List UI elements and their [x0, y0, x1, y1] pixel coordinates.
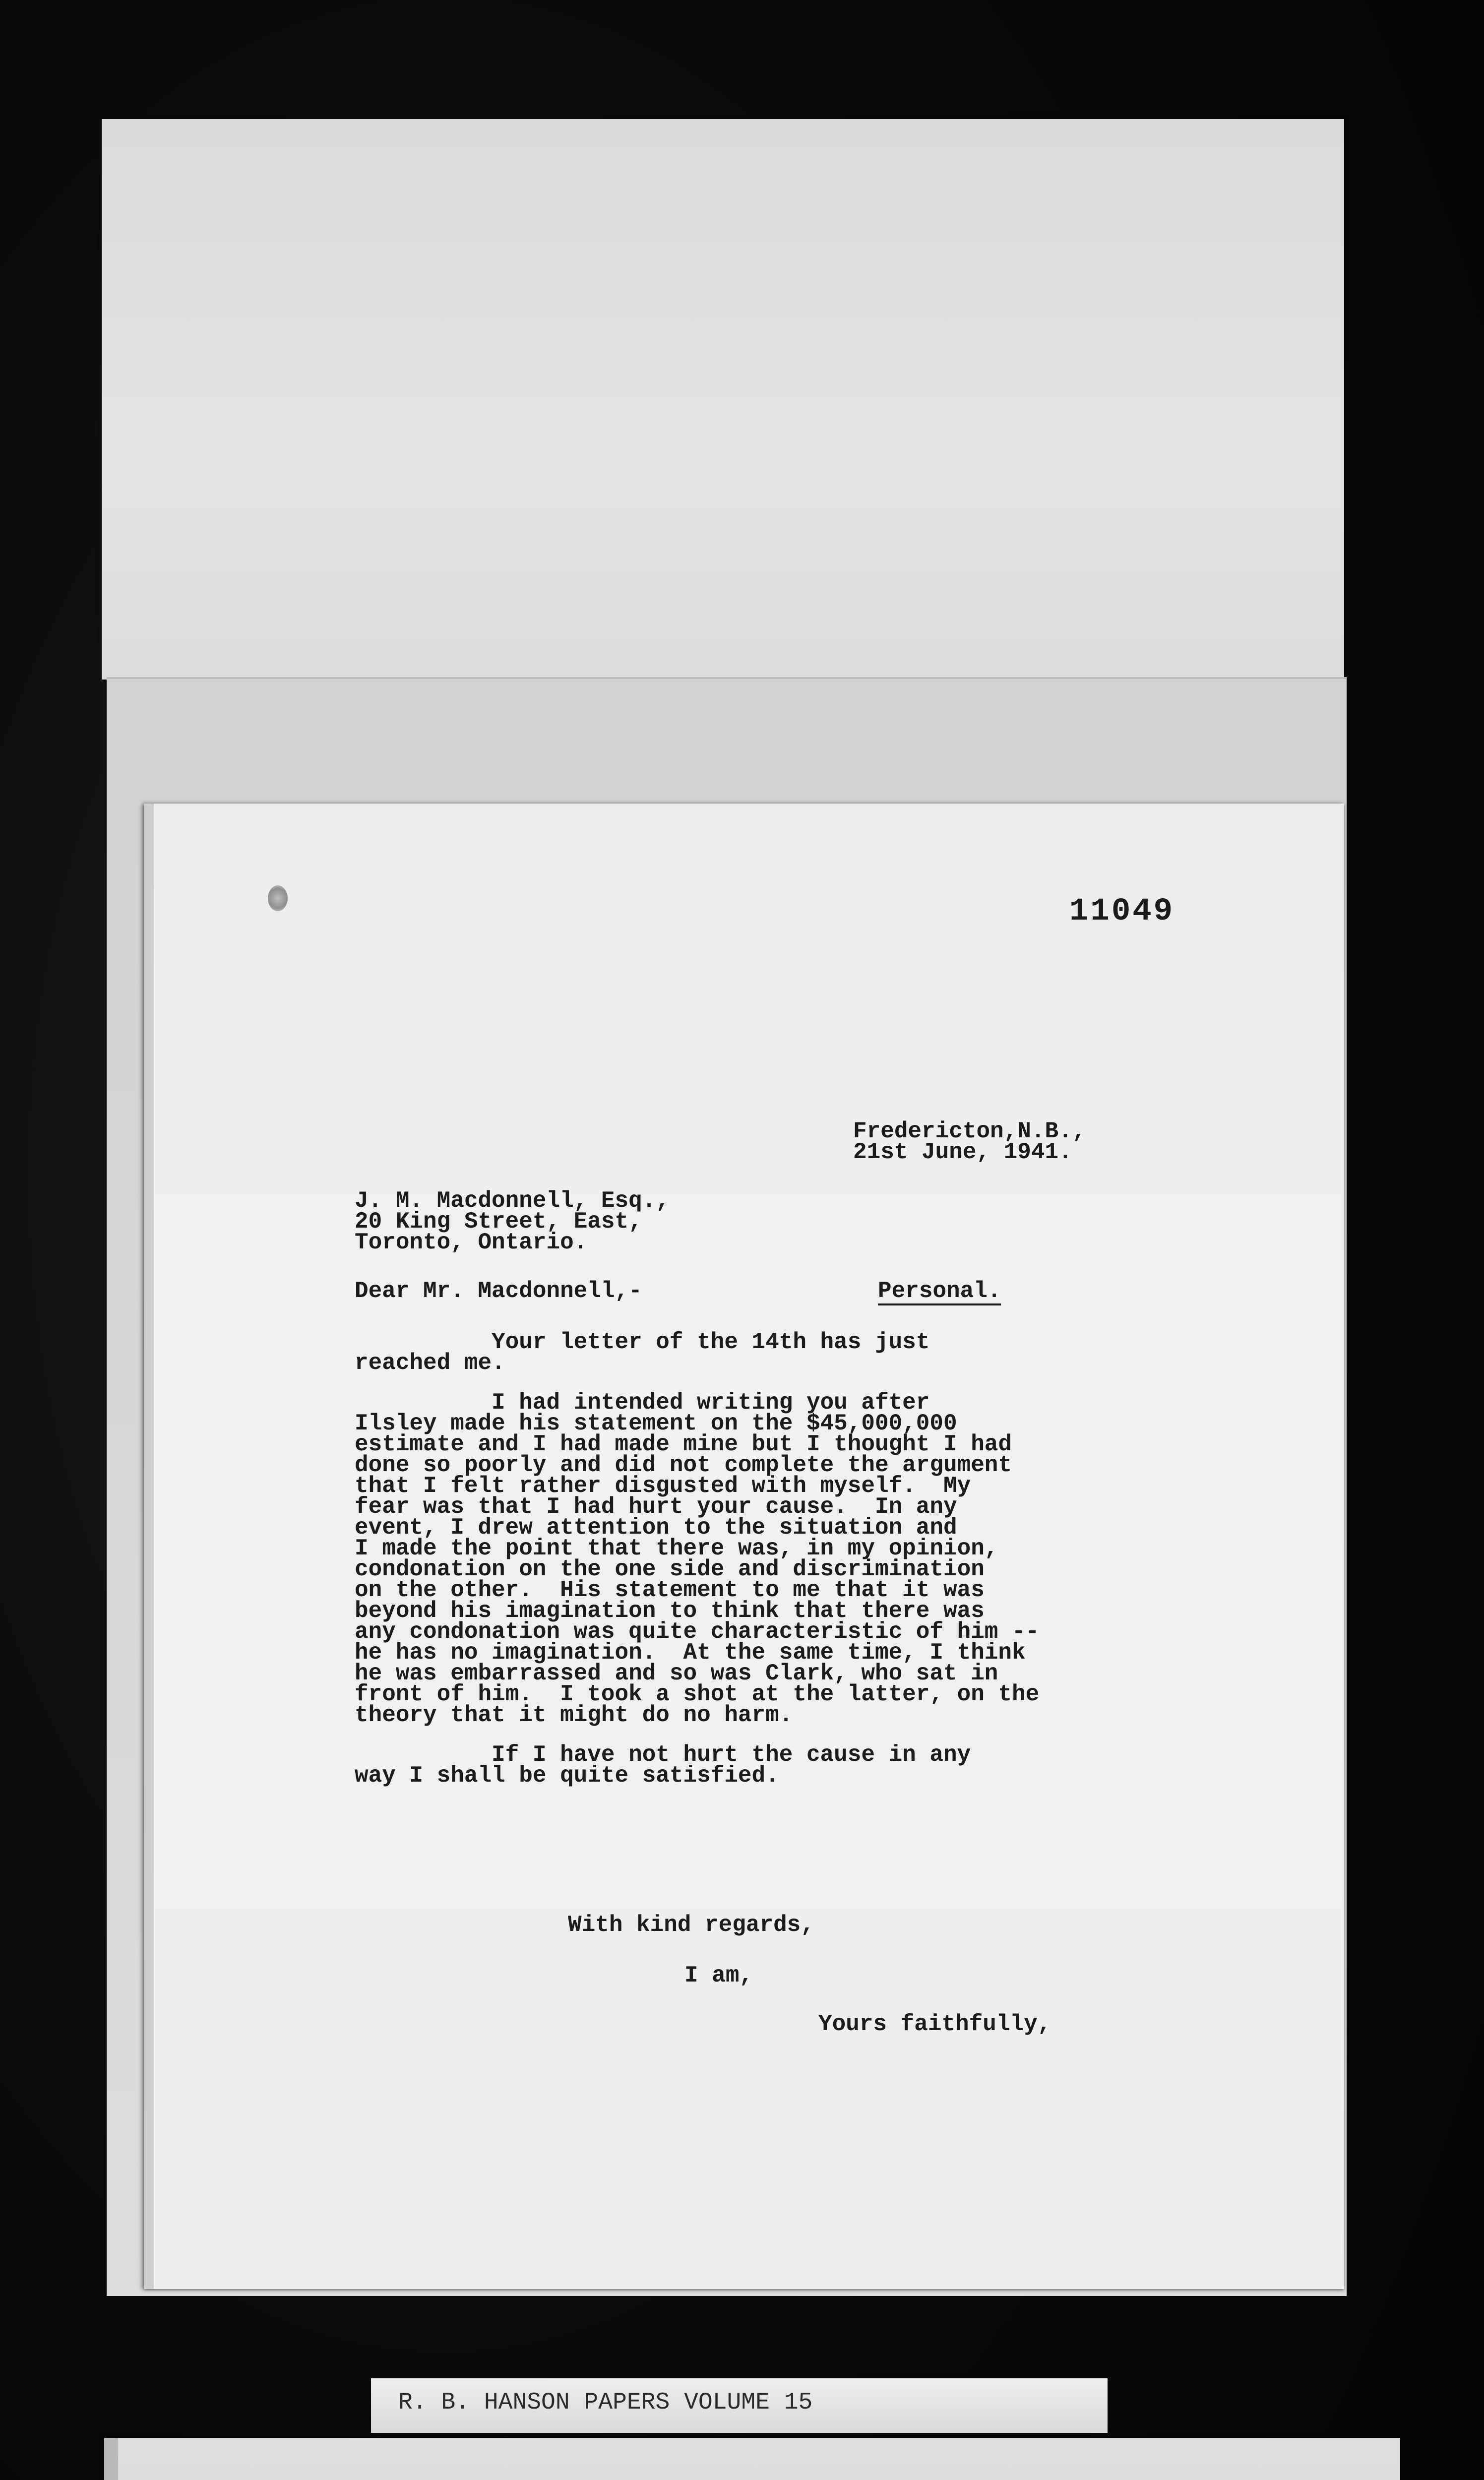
file-number: 11049: [1069, 894, 1175, 930]
paragraph: [355, 1742, 1039, 1789]
body-line: front of him. I took a shot at the latter, on the: [355, 1681, 1040, 1707]
archives-card: [104, 2438, 1400, 2480]
address-line: J. M. Macdonnell, Esq.,: [355, 1188, 670, 1214]
volume-label-strip: [371, 2378, 1108, 2433]
closing-regards: With kind regards,: [568, 1912, 814, 1938]
address-line: 20 King Street, East,: [355, 1209, 642, 1235]
body-line: beyond his imagination to think that there was: [355, 1598, 985, 1624]
letter-body: [355, 1329, 1040, 1805]
body-line: done so poorly and did not complete the argument: [355, 1452, 1012, 1478]
address-line: Toronto, Ontario.: [355, 1230, 588, 1255]
back-sheet: [102, 119, 1344, 680]
body-line: any condonation was quite characteristic of him --: [355, 1619, 1040, 1645]
letter-date: 21st June, 1941.: [853, 1139, 1072, 1165]
paragraph: [355, 1392, 1039, 1726]
volume-label: R. B. HANSON PAPERS VOLUME 15: [398, 2389, 813, 2416]
letter-page: [144, 804, 1344, 2289]
body-line: Your letter of the 14th has just: [355, 1329, 930, 1355]
body-line: fear was that I had hurt your cause. In any: [355, 1494, 957, 1520]
body-line: If I have not hurt the cause in any: [355, 1742, 971, 1768]
body-line: Ilsley made his statement on the $45,000,000: [355, 1411, 957, 1436]
body-line: that I felt rather disgusted with myself. My: [355, 1473, 971, 1499]
body-line: he was embarrassed and so was Clark, who sat in: [355, 1661, 998, 1686]
body-line: condonation on the one side and discrimination: [355, 1556, 985, 1582]
salutation: Dear Mr. Macdonnell,-: [355, 1278, 642, 1304]
body-line: on the other. His statement to me that it was: [355, 1577, 985, 1603]
body-line: estimate and I had made mine but I thought I had: [355, 1431, 1012, 1457]
paragraph: [355, 1329, 1039, 1376]
body-line: he has no imagination. At the same time, I think: [355, 1640, 1026, 1666]
body-line: theory that it might do no harm.: [355, 1702, 793, 1728]
closing-yours: Yours faithfully,: [818, 2011, 1051, 2037]
body-line: I had intended writing you after: [355, 1390, 930, 1416]
closing-i-am: I am,: [684, 1963, 753, 1988]
letter-place: Fredericton,N.B.,: [853, 1118, 1086, 1144]
body-line: event, I drew attention to the situation and: [355, 1515, 957, 1541]
body-line: reached me.: [355, 1350, 505, 1376]
body-line: I made the point that there was, in my opinion,: [355, 1536, 998, 1561]
personal-marking: Personal.: [878, 1281, 1001, 1305]
punch-hole: [268, 885, 288, 911]
body-line: way I shall be quite satisfied.: [355, 1763, 779, 1789]
